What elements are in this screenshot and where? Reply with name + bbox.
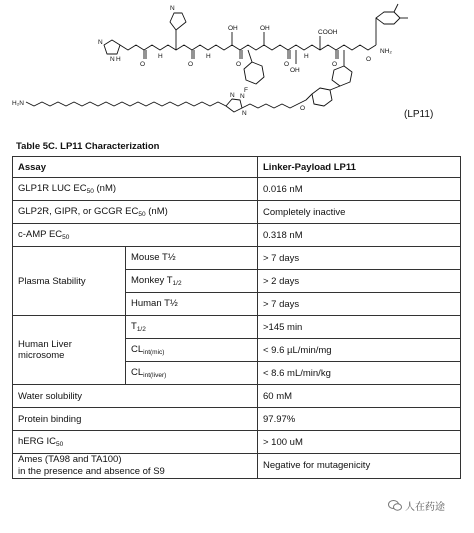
row-value: >145 min bbox=[258, 316, 461, 339]
atom-label: O bbox=[236, 61, 242, 68]
row-value: 0.318 nM bbox=[258, 224, 461, 247]
row-value: < 8.6 mL/min/kg bbox=[258, 362, 461, 385]
row-label: hERG $IC_{50}$ bbox=[13, 431, 258, 454]
sub-label: Mouse T½ bbox=[126, 247, 258, 270]
peg-linker bbox=[26, 102, 226, 106]
table-row bbox=[13, 247, 461, 270]
row-value: 0.016 nM bbox=[258, 178, 461, 201]
atom-label: H bbox=[158, 53, 163, 60]
sub-label: $CL_{int(liver)}$ bbox=[126, 362, 258, 385]
atom-label: COOH bbox=[318, 29, 338, 36]
atom-label: N bbox=[240, 93, 245, 100]
row-value: > 2 days bbox=[258, 270, 461, 293]
atom-label: N bbox=[230, 92, 235, 99]
atom-label: NH₂ bbox=[380, 48, 392, 55]
atom-label: F bbox=[244, 87, 248, 94]
atom-label: N bbox=[170, 5, 175, 12]
characterization-table bbox=[12, 156, 461, 479]
sub-label: Monkey $T_{1/2}$ bbox=[126, 270, 258, 293]
table-row bbox=[13, 431, 461, 454]
sub-label: $T_{1/2}$ bbox=[126, 316, 258, 339]
atom-label: O bbox=[332, 61, 338, 68]
row-value: 97.97% bbox=[258, 408, 461, 431]
atom-label: O bbox=[284, 61, 290, 68]
header-assay: Assay bbox=[13, 157, 258, 178]
peptide-backbone bbox=[120, 45, 376, 50]
table-header-row bbox=[13, 157, 461, 178]
atom-label: H bbox=[304, 53, 309, 60]
row-value: > 100 uM bbox=[258, 431, 461, 454]
row-label: GLP1R LUC $EC_{50}$ (nM) bbox=[13, 178, 258, 201]
row-label: Water solubility bbox=[13, 385, 258, 408]
atom-label: O bbox=[366, 56, 372, 63]
table-row bbox=[13, 385, 461, 408]
table-row bbox=[13, 316, 461, 339]
header-value: Linker-Payload LP11 bbox=[258, 157, 461, 178]
table-row bbox=[13, 178, 461, 201]
table-caption: Table 5C. LP11 Characterization bbox=[16, 141, 160, 152]
watermark bbox=[388, 498, 445, 513]
row-label: Protein binding bbox=[13, 408, 258, 431]
atom-label: O bbox=[300, 105, 306, 112]
atom-label: H₂N bbox=[12, 100, 24, 107]
row-value: 60 mM bbox=[258, 385, 461, 408]
table-row bbox=[13, 454, 461, 479]
atom-label: OH bbox=[228, 25, 238, 32]
row-value: > 7 days bbox=[258, 247, 461, 270]
row-value: > 7 days bbox=[258, 293, 461, 316]
sub-label: $CL_{int(mic)}$ bbox=[126, 339, 258, 362]
phenyl-ring-upper bbox=[332, 66, 352, 86]
phenyl-ring-lower bbox=[312, 88, 332, 106]
table-row bbox=[13, 408, 461, 431]
sub-label: Human T½ bbox=[126, 293, 258, 316]
atom-label: N bbox=[98, 39, 103, 46]
atom-label: OH bbox=[290, 67, 300, 74]
group-label: Plasma Stability bbox=[13, 247, 126, 316]
row-label: c-AMP $EC_{50}$ bbox=[13, 224, 258, 247]
row-label: Ames (TA98 and TA100) in the presence and absence of S9 bbox=[13, 454, 258, 479]
atom-label: O bbox=[140, 61, 146, 68]
atom-label: N bbox=[110, 56, 115, 63]
row-value: Negative for mutagenicity bbox=[258, 454, 461, 479]
fluorophenyl-ring bbox=[244, 62, 264, 84]
atom-label: OH bbox=[260, 25, 270, 32]
compound-label: (LP11) bbox=[404, 109, 434, 120]
watermark-text: 人在药途 bbox=[405, 502, 445, 513]
atom-label: H bbox=[206, 53, 211, 60]
dimethylphenyl-ring bbox=[376, 12, 400, 24]
row-value: Completely inactive bbox=[258, 201, 461, 224]
table-row bbox=[13, 224, 461, 247]
wechat-icon bbox=[388, 500, 402, 511]
triazole-ring bbox=[226, 99, 242, 112]
table-row bbox=[13, 201, 461, 224]
group-label: Human Liver microsome bbox=[13, 316, 126, 385]
row-label: GLP2R, GIPR, or GCGR $EC_{50}$ (nM) bbox=[13, 201, 258, 224]
imidazole-ring bbox=[104, 40, 120, 54]
row-value: < 9.6 µL/min/mg bbox=[258, 339, 461, 362]
atom-label: O bbox=[188, 61, 194, 68]
atom-label: H bbox=[116, 56, 121, 63]
chemical-structure bbox=[0, 0, 474, 140]
atom-label: N bbox=[242, 110, 247, 117]
tetrazole-ring bbox=[170, 13, 186, 30]
